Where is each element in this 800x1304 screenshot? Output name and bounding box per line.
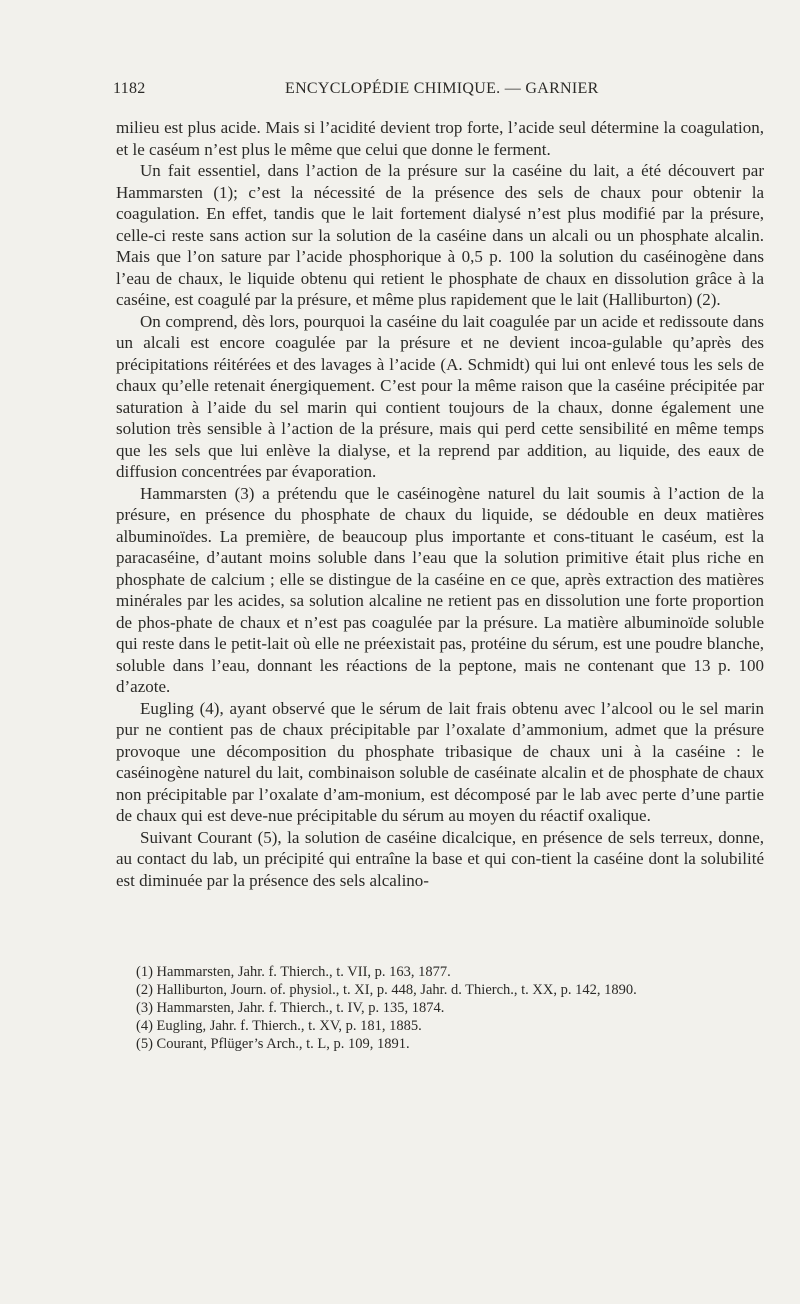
body-text <box>116 117 764 891</box>
paragraph-continuation: milieu est plus acide. Mais si l’acidité devient trop forte, l’acide seul détermine la coagulation, et le caséum n’est plus le même que celui que donne le ferment. <box>116 118 764 159</box>
footnote-4: (4) Eugling, Jahr. f. Thierch., t. XV, p. 181, 1885. <box>136 1018 422 1034</box>
paragraph-eugling: Eugling (4), ayant observé que le sérum de lait frais obtenu avec l’alcool ou le sel marin pur ne contient pas de chaux précipitable par l’oxalate d’ammonium, admet que la présure provoque une décomposition du phosphate tribasique de chaux uni à la caséine : le caséinogène naturel du lait, combinaison soluble de caséinate alcalin et de phosphate de chaux non précipitable par l’oxalate d’am-monium, est décomposé par le lab avec perte d’une partie de chaux qui est deve-nue précipitable du sérum au moyen du réactif oxalique. <box>116 698 764 825</box>
page-number: 1182 <box>113 80 146 97</box>
footnote-1: (1) Hammarsten, Jahr. f. Thierch., t. VII, p. 163, 1877. <box>136 964 451 980</box>
footnote-2: (2) Halliburton, Journ. of. physiol., t. XI, p. 448, Jahr. d. Thierch., t. XX, p. 142, 1890. <box>136 982 637 998</box>
paragraph-hammarsten: Un fait essentiel, dans l’action de la présure sur la caséine du lait, a été découvert par Hammarsten (1); c’est la nécessité de la présence des sels de chaux pour obtenir la coagulation. En effet, tandis que le lait fortement dialysé n’est plus modifié par la présure, celle-ci reste sans action sur la solution de la caséine dans un alcali ou un phosphate alcalin. Mais que l’on sature par l’acide phosphorique à 0,5 p. 100 la solution du caséinogène dans l’eau de chaux, le liquide obtenu qui retient le phosphate de chaux en dissolution grâce à la caséine, est coagulé par la présure, et même plus rapidement que le lait (Halliburton) (2). <box>116 161 764 309</box>
paragraph-schmidt: On comprend, dès lors, pourquoi la caséine du lait coagulée par un acide et redissoute dans un alcali est encore coagulée par la présure et ne devient incoa-gulable qu’après des précipitations réitérées et des lavages à l’acide (A. Schmidt) qui lui ont enlevé tous les sels de chaux qu’elle retenait énergiquement. C’est pour la même raison que la caséine précipitée par saturation à l’aide du sel marin qui contient toujours de la chaux, donne également une solution très sensible à l’action de la présure, mais qui perd cette sensibilité en même temps que les sels que lui enlève la dialyse, et la reprend par addition, au liquide, des eaux de diffusion concentrées par évaporation. <box>116 311 764 481</box>
running-title: ENCYCLOPÉDIE CHIMIQUE. — GARNIER <box>285 80 599 97</box>
footnotes <box>136 963 764 1053</box>
footnote-3: (3) Hammarsten, Jahr. f. Thierch., t. IV, p. 135, 1874. <box>136 1000 445 1016</box>
paragraph-courant: Suivant Courant (5), la solution de caséine dicalcique, en présence de sels terreux, donne, au contact du lab, un précipité qui entraîne la base et qui con-tient la caséine dont la solubilité est diminuée par la présence des sels alcalino- <box>116 827 764 890</box>
running-header <box>113 80 763 104</box>
paragraph-paracaseine: Hammarsten (3) a prétendu que le caséinogène naturel du lait soumis à l’action de la présure, en présence du phosphate de chaux du liquide, se dédouble en deux matières albuminoïdes. La première, de beaucoup plus importante et cons-tituant le caséum, est la paracaséine, d’autant moins soluble dans l’eau que la solution primitive était plus riche en phosphate de calcium ; elle se distingue de la caséine en ce que, après extraction des matières minérales par les acides, sa solution alcaline ne retient pas en dissolution une forte proportion de phos-phate de chaux et n’est pas coagulée par la présure. La matière albuminoïde soluble qui reste dans le petit-lait où elle ne préexistait pas, protéine du sérum, est une poudre blanche, soluble dans l’eau, donnant les réactions de la peptone, mais ne contenant que 13 p. 100 d’azote. <box>116 483 764 696</box>
footnote-5: (5) Courant, Pflüger’s Arch., t. L, p. 109, 1891. <box>136 1036 410 1052</box>
